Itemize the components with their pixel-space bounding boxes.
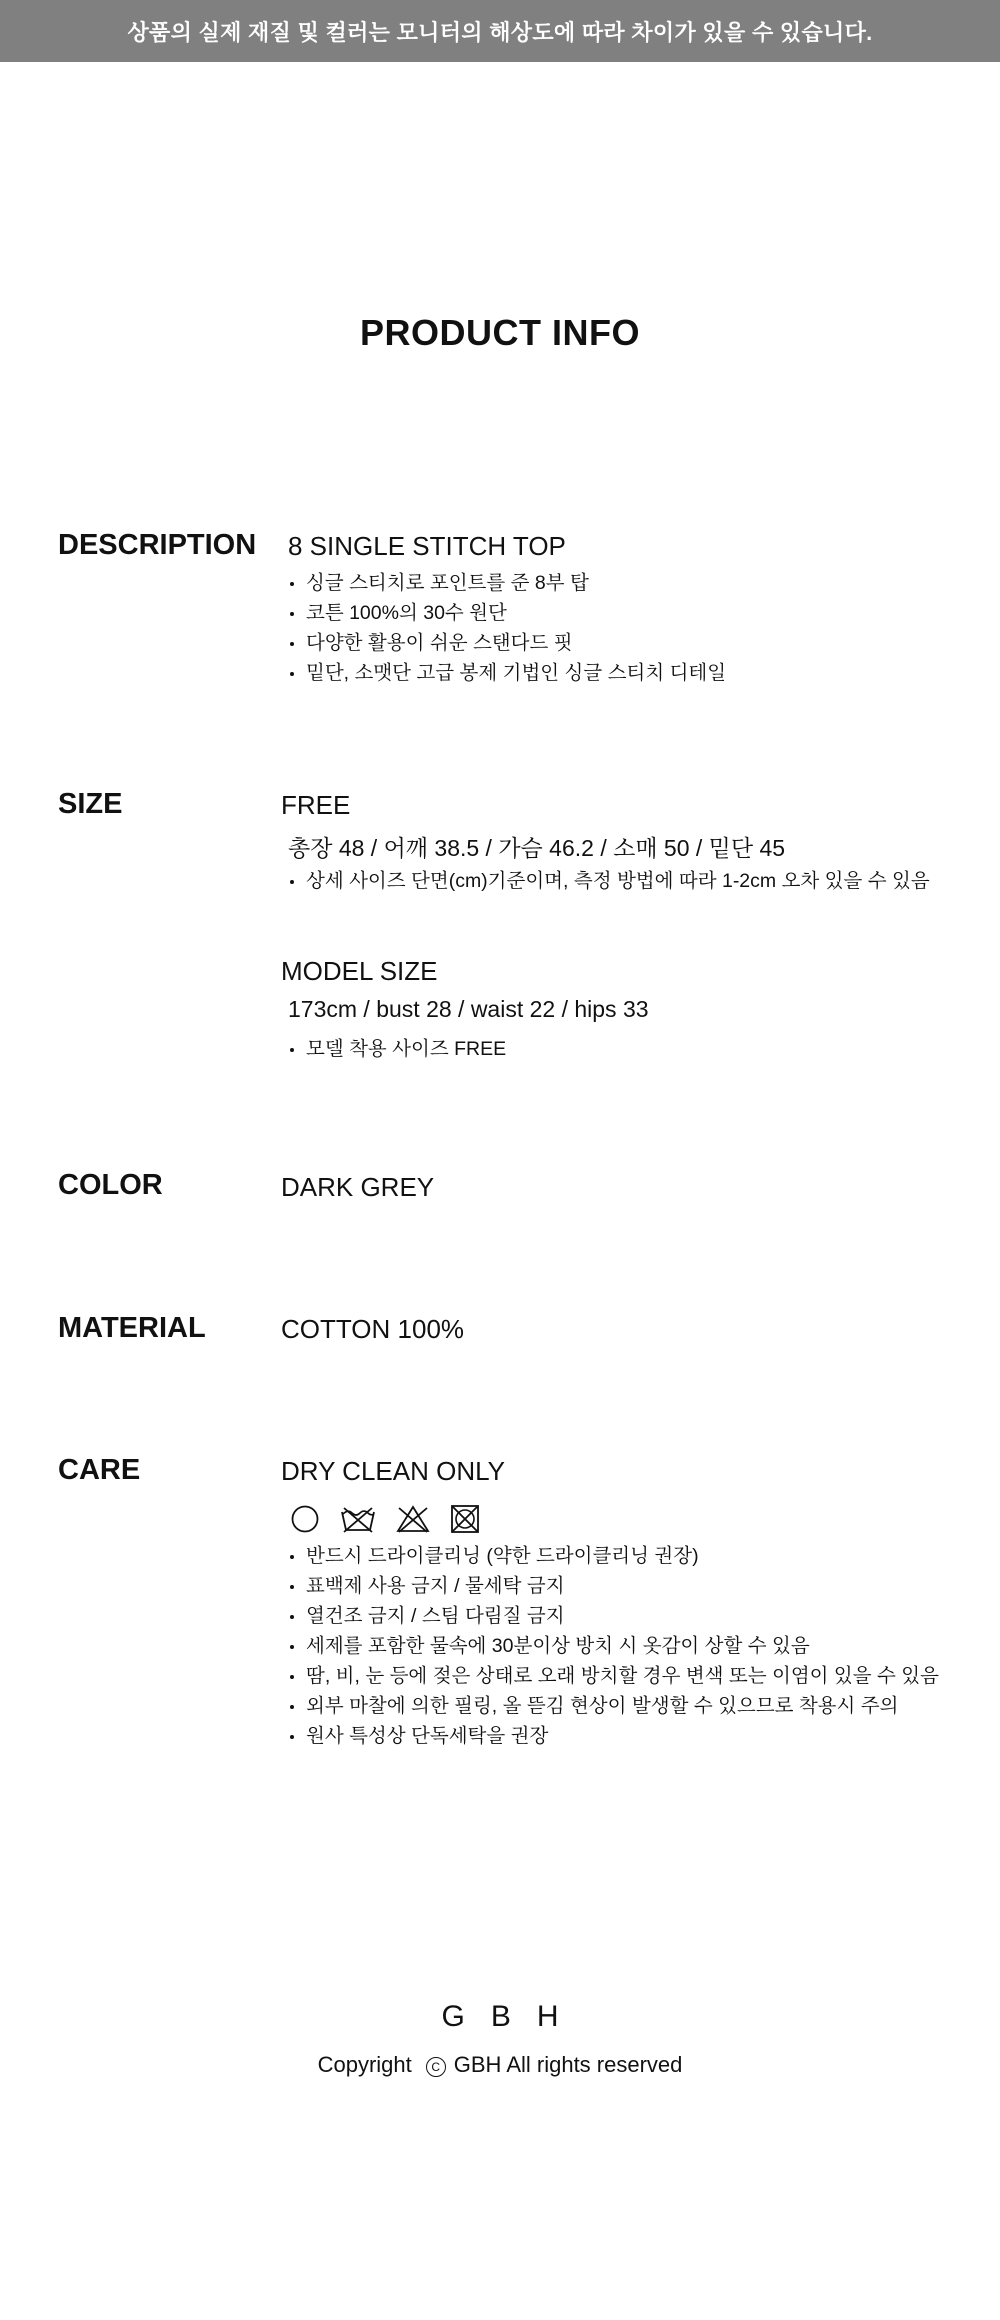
- model-size-title: MODEL SIZE: [281, 956, 438, 986]
- size-measurements: 총장 48 / 어깨 38.5 / 가슴 46.2 / 소매 50 / 밑단 45: [288, 835, 786, 861]
- care-icon-row: [290, 1504, 480, 1534]
- size-title: FREE: [281, 790, 351, 820]
- color-label: COLOR: [58, 1169, 163, 1201]
- list-item: 상세 사이즈 단면(cm)기준이며, 측정 방법에 따라 1-2cm 오차 있을 수 있음: [288, 866, 930, 896]
- list-item: 반드시 드라이클리닝 (약한 드라이클리닝 권장): [288, 1541, 939, 1571]
- model-size-measurements: 173cm / bust 28 / waist 22 / hips 33: [288, 996, 649, 1022]
- copyright-icon: C: [426, 2057, 446, 2077]
- notice-bar: [0, 0, 1000, 62]
- page-title: PRODUCT INFO: [360, 312, 640, 353]
- dry-clean-icon: [290, 1504, 320, 1534]
- material-value: COTTON 100%: [281, 1314, 465, 1344]
- description-label: DESCRIPTION: [58, 529, 257, 561]
- list-item: 싱글 스티치로 포인트를 준 8부 탑: [288, 568, 726, 598]
- brand-logo: GBH: [441, 2000, 585, 2033]
- no-tumble-dry-icon: [450, 1504, 480, 1534]
- description-title: 8 SINGLE STITCH TOP: [288, 531, 566, 561]
- color-value: DARK GREY: [281, 1172, 435, 1202]
- notice-text: 상품의 실제 재질 및 컬러는 모니터의 해상도에 따라 차이가 있을 수 있습니다.: [127, 19, 873, 45]
- no-bleach-icon: [396, 1504, 430, 1534]
- description-bullet-list: [288, 568, 726, 688]
- list-item: 땀, 비, 눈 등에 젖은 상태로 오래 방치할 경우 변색 또는 이염이 있을 수 있음: [288, 1661, 939, 1691]
- list-item: 밑단, 소맷단 고급 봉제 기법인 싱글 스티치 디테일: [288, 658, 726, 688]
- list-item: 코튼 100%의 30수 원단: [288, 598, 726, 628]
- copyright-text: GBH All rights reserved: [453, 2052, 683, 2077]
- list-item: 열건조 금지 / 스팀 다림질 금지: [288, 1601, 939, 1631]
- size-label: SIZE: [58, 788, 123, 820]
- model-size-bullet-list: [288, 1034, 506, 1064]
- list-item: 모델 착용 사이즈 FREE: [288, 1034, 506, 1064]
- material-label: MATERIAL: [58, 1312, 206, 1344]
- copyright-prefix: Copyright: [317, 2052, 412, 2077]
- list-item: 세제를 포함한 물속에 30분이상 방치 시 옷감이 상할 수 있음: [288, 1631, 939, 1661]
- care-bullet-list: [288, 1541, 939, 1751]
- no-wash-icon: [340, 1504, 376, 1534]
- list-item: 외부 마찰에 의한 필링, 올 뜯김 현상이 발생할 수 있으므로 착용시 주의: [288, 1691, 939, 1721]
- list-item: 표백제 사용 금지 / 물세탁 금지: [288, 1571, 939, 1601]
- care-label: CARE: [58, 1454, 141, 1486]
- list-item: 원사 특성상 단독세탁을 권장: [288, 1721, 939, 1751]
- size-bullet-list: [288, 866, 930, 896]
- care-title: DRY CLEAN ONLY: [281, 1456, 505, 1486]
- list-item: 다양한 활용이 쉬운 스탠다드 핏: [288, 628, 726, 658]
- copyright: [0, 2052, 1000, 2078]
